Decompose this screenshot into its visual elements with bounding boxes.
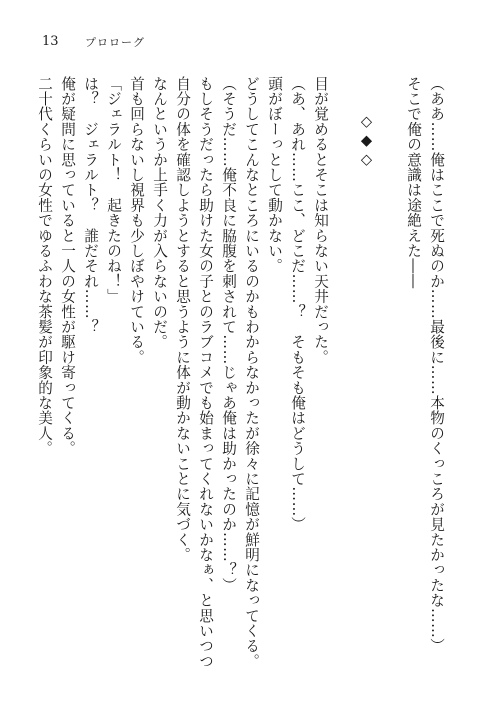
text-line: 目が覚めるとそこは知らない天井だった。	[312, 76, 329, 365]
text-line: 頭がぼーっとして動かない。	[266, 76, 283, 274]
text-line: 自分の体を確認しようとすると思うように体が動かないことに気づく。	[174, 76, 191, 563]
text-line: 「ジェラルト！ 起きたのね！」	[105, 76, 122, 304]
text-line: （あ、あれ……ここ、どこだ……？ そもそも俺はどうして……）	[289, 76, 306, 532]
text-line: は？ ジェラルト？ 誰だそれ……？	[82, 76, 99, 335]
text-line: （そうだ……俺不良に脇腹を刺されて……じゃあ俺は助かったのか……？）	[220, 76, 237, 593]
text-line: もしそうだったら助けた女の子とのラブコメでも始まってくれないかなぁ、と思いつつ	[197, 76, 214, 669]
page-number: 13	[42, 34, 59, 49]
text-line: なんというか上手く力が入らないのだ。	[151, 76, 168, 350]
chapter-title: プロローグ	[85, 36, 145, 49]
scene-break-ornament: ◇◆◇	[358, 113, 375, 170]
text-line: そこで俺の意識は途絶えた――	[405, 76, 422, 289]
text-line: 俺が疑問に思っていると一人の女性が駆け寄ってくる。	[59, 76, 76, 456]
text-line: 二十代くらいの女性でゆるふわな茶髪が印象的な美人。	[36, 76, 53, 456]
text-line: 首も回らないし視界も少しぼやけている。	[128, 76, 145, 365]
text-line: どうしてこんなところにいるのかもわからなかったが徐々に記憶が鮮明になってくる。	[243, 76, 260, 669]
text-line: （ああ……俺はここで死ぬのか……最後に……本物のくっころが見たかったな……）	[428, 76, 445, 654]
